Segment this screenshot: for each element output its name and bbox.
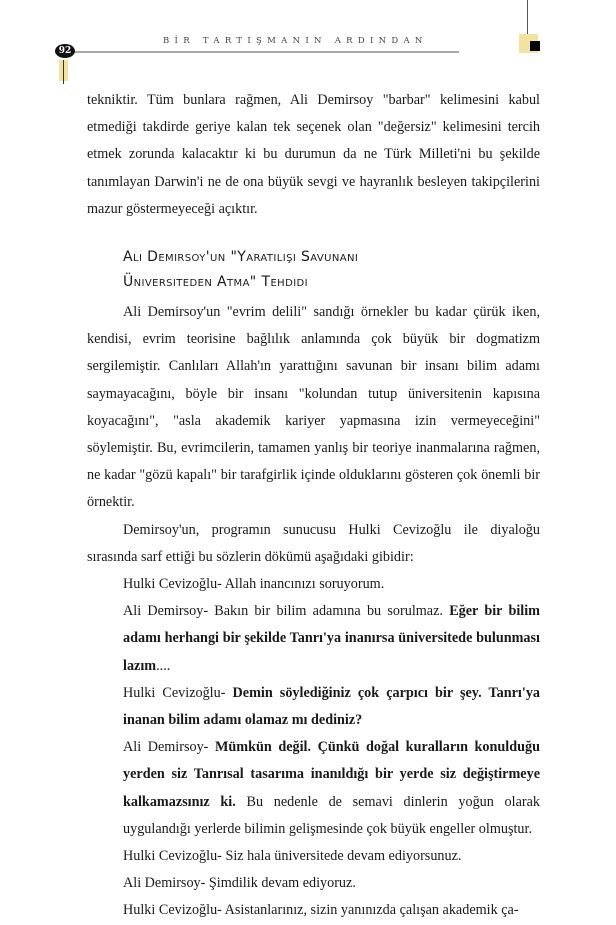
dialogue-line <box>87 571 540 598</box>
section-heading-line: Üniversiteden Atma" Tehdidi <box>123 274 308 291</box>
section-heading-line: Ali Demirsoy'un "Yaratılışı Savunanı <box>123 249 359 266</box>
section-heading <box>123 245 540 295</box>
dialogue-text: Hulki Cevizoğlu- Siz hala üniversitede devam ediyorsunuz. <box>123 848 462 865</box>
page-number-tick <box>63 60 64 84</box>
paragraph: Demirsoy'un, programın sunucusu Hulki Cevizoğlu ile diyaloğu sırasında sarf ettiği bu sözlerin dökümü aşağıdaki gibidir: <box>87 521 540 565</box>
dialogue-line <box>87 734 540 843</box>
dialogue-line <box>87 870 540 897</box>
dialogue-text: Ali Demirsoy- <box>123 739 215 756</box>
dialogue-line <box>87 843 540 870</box>
header-square-marker-icon <box>530 41 540 51</box>
dialogue-text: Bu nedenle de semavi dinlerin yoğun olarak uygulandığı yerlerde bilimin gelişmesinde çok büyük engeller olmuştur. <box>123 793 540 837</box>
dialogue-text: Hulki Cevizoğlu- Allah inancınızı soruyorum. <box>123 576 385 593</box>
dialogue-line <box>87 897 540 924</box>
dialogue-emphasis: Mümkün değil. Çünkü doğal kuralların konulduğu yerden siz Tanrısal tasarıma inanıldığı bir yerde siz değiştirmeye kalkamazsınız ki. <box>123 739 541 810</box>
dialogue-text: Ali Demirsoy- Bakın bir bilim adamına bu sorulmaz. <box>123 603 450 620</box>
page-number: 92 <box>55 44 75 58</box>
dialogue-text: Hulki Cevizoğlu- Asistanlarınız, sizin yanınızda çalışan akademik ça- <box>123 902 519 919</box>
dialogue-text: .... <box>156 657 171 674</box>
paragraph: Ali Demirsoy'un "evrim delili" sandığı örnekler bu kadar çürük iken, kendisi, evrim teorisine bağlılık anlamında çok büyük bir dogmatizm sergilemiştir. Canlıları Allah'ın yarattığını savunan bir insanı bilim adamı saymayacağını, böyle bir insanı "kolundan tutup üniversitenin kapısına koyacağını", "asla akademik kariyer yapmasına izin vermeyeceğini" söylemiştir. Bu, evrimcilerin, tamamen yanlış bir teoriye inanmalarına rağmen, ne kadar "gözü kapalı" bir tarafgirlik içinde olduklarını gösteren çok önemli bir örnektir. <box>87 304 540 511</box>
running-head-title: BİR TARTIŞMANIN ARDINDAN <box>163 36 428 46</box>
dialogue-line <box>87 680 540 734</box>
dialogue-line <box>87 598 540 680</box>
dialogue-text: Hulki Cevizoğlu- <box>123 684 233 701</box>
dialogue-text: Ali Demirsoy- Şimdilik devam ediyoruz. <box>123 875 356 892</box>
page-body <box>87 87 540 925</box>
dialogue-emphasis: Demin söylediğiniz çok çarpıcı bir şey. Tanrı'ya inanan bilim adamı olamaz mı dediniz? <box>123 684 541 729</box>
header-rule <box>74 51 459 53</box>
dialogue-emphasis: Eğer bir bilim adamı herhangi bir şekilde Tanrı'ya inanırsa üniversitede bulunması lazım <box>123 603 540 674</box>
paragraph: tekniktir. Tüm bunlara rağmen, Ali Demirsoy "barbar" kelimesini kabul etmediği takdirde geriye kalan tek seçenek olan "değersiz" kelimesini tercih etmek zorunda kalacaktır ki bu durumun da ne Türk Milleti'ni bu şekilde tanımlayan Darwin'i ne de ona büyük sevgi ve hayranlık besleyen takipçilerini mazur göstermeyeceği açıktır. <box>87 92 540 217</box>
